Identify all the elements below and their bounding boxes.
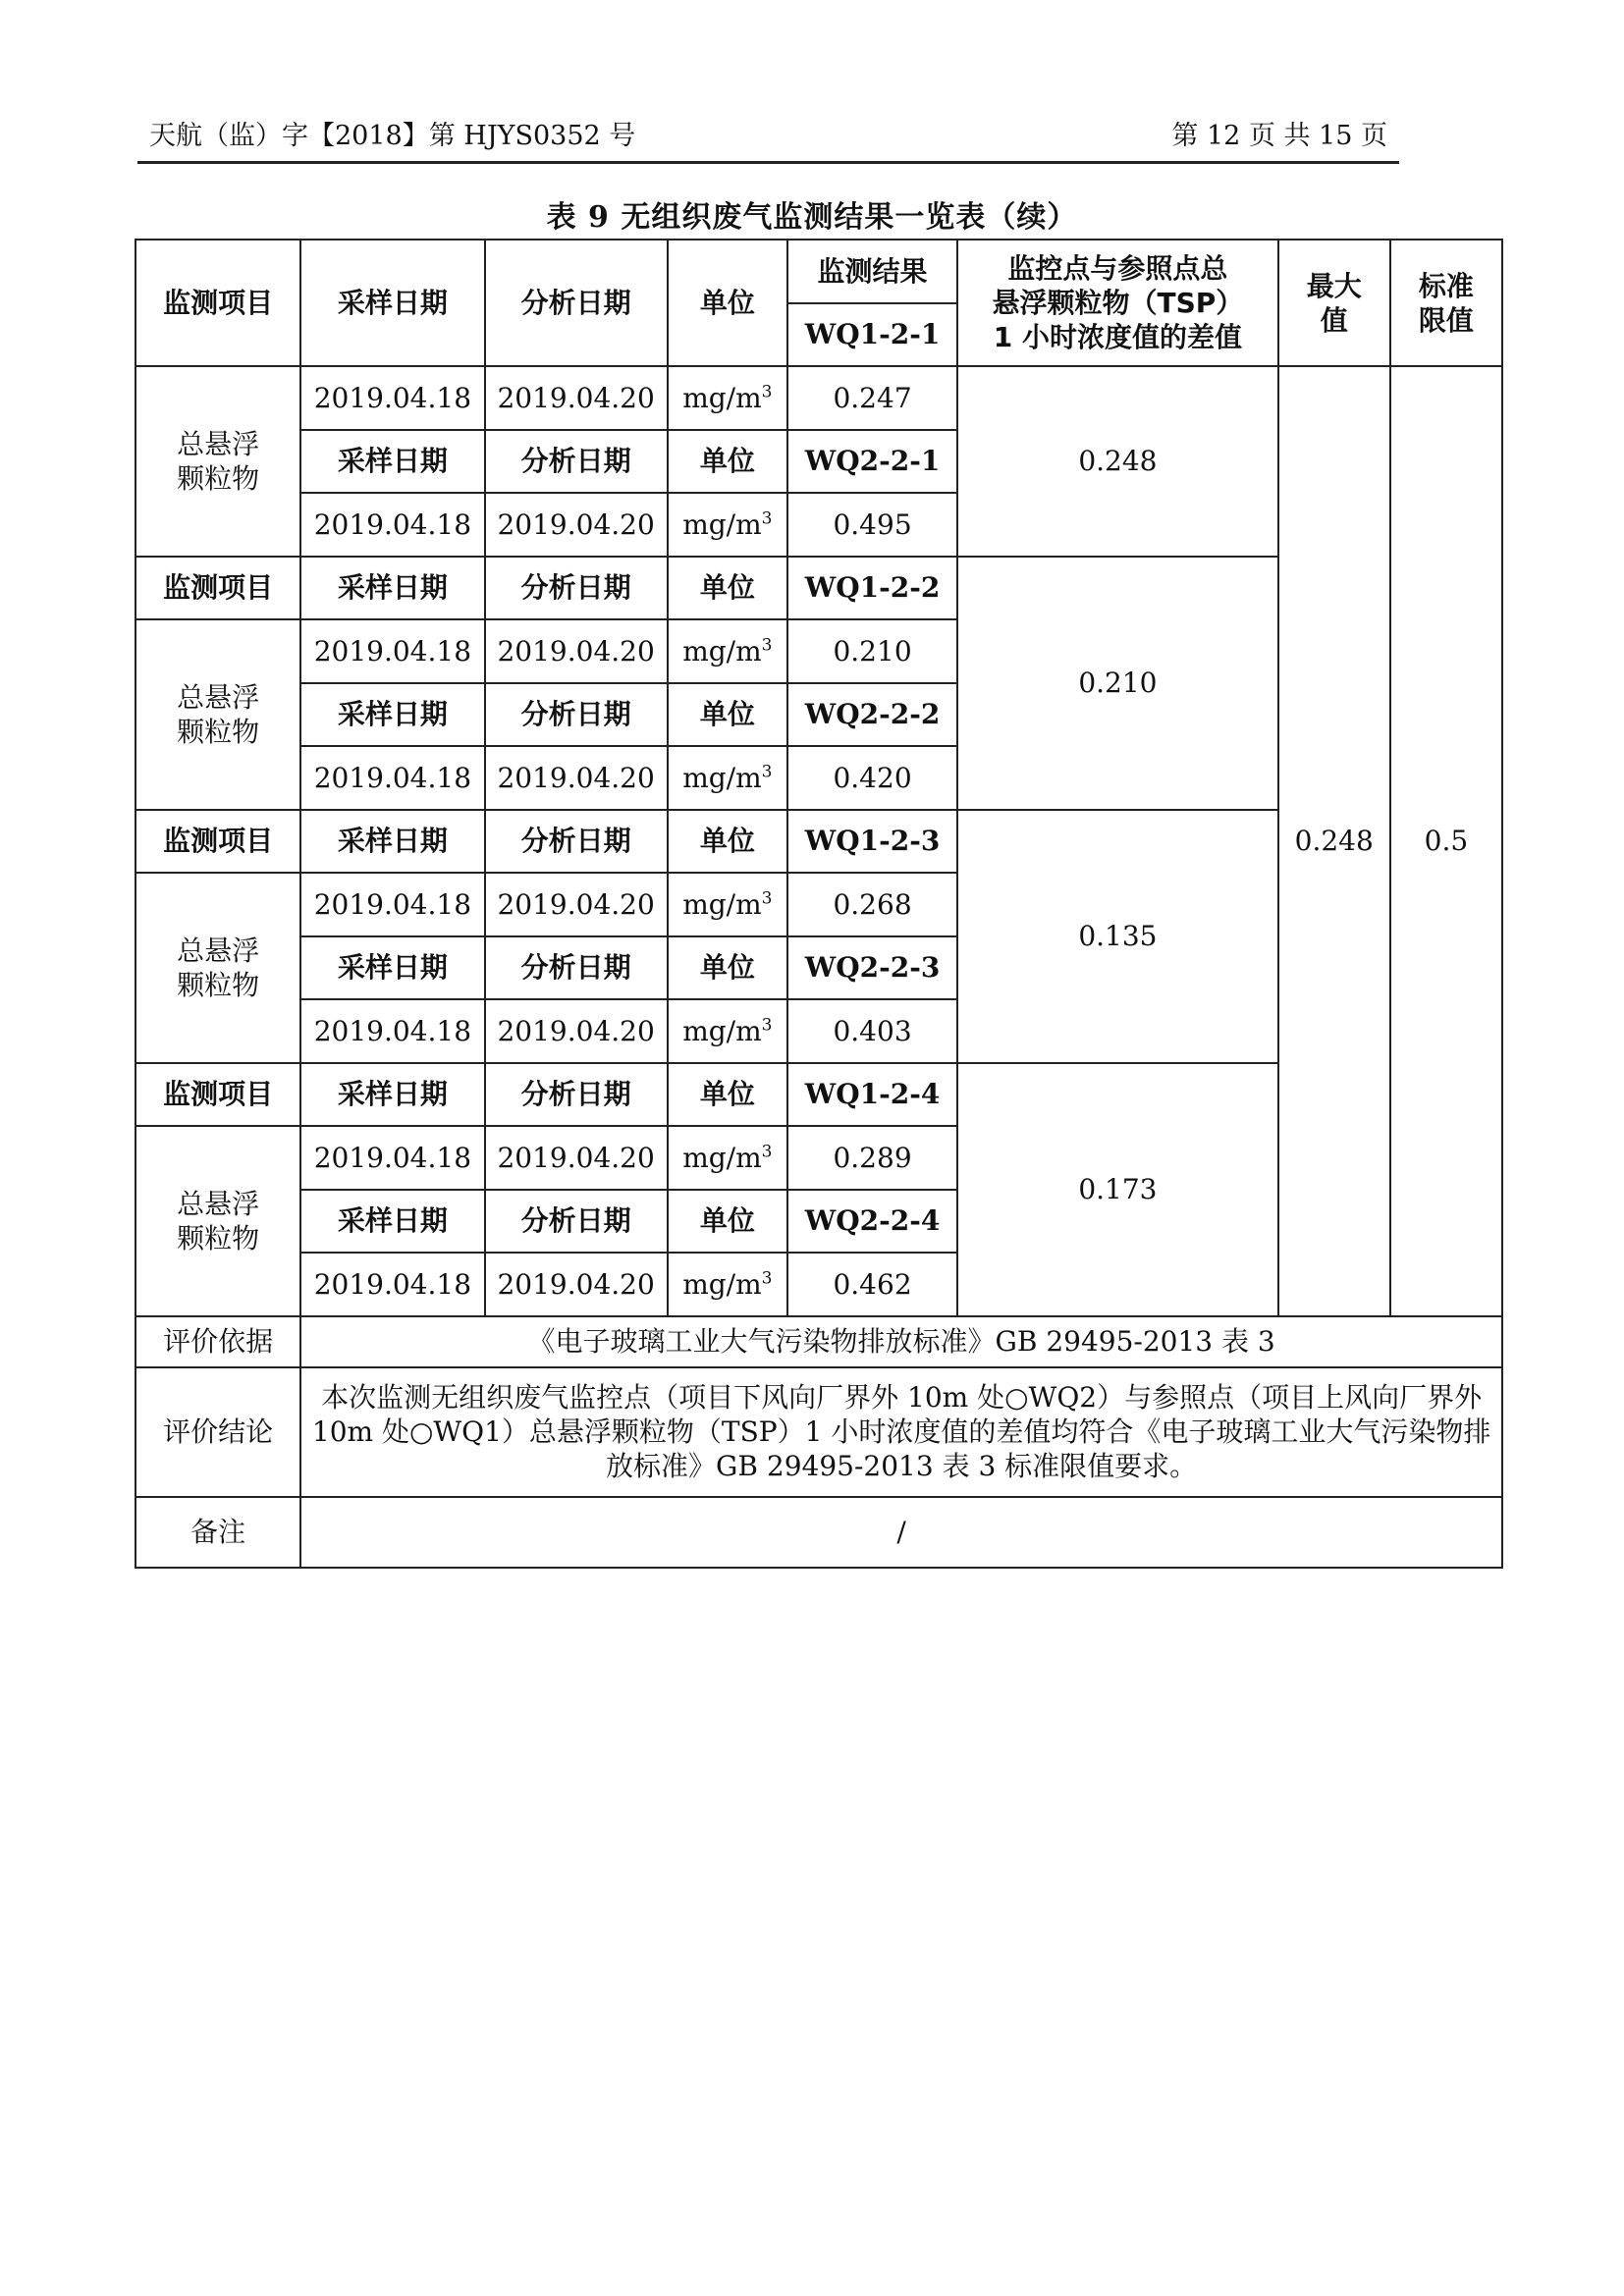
analysis-date: 2019.04.20: [485, 746, 668, 810]
cell-line: 颗粒物: [177, 461, 260, 495]
unit-cell: [668, 619, 787, 683]
ref-point-label: WQ1-2-2: [787, 557, 957, 620]
cell-line: 1 小时浓度值的差值: [993, 321, 1243, 353]
unit-cell: [668, 999, 787, 1063]
analysis-date: 2019.04.20: [485, 493, 668, 557]
unit-base: mg/m: [682, 381, 762, 414]
conclusion-label: 评价结论: [135, 1367, 300, 1497]
header-unit: 单位: [668, 240, 787, 366]
page-indicator: 第 12 页 共 15 页: [1171, 121, 1387, 151]
header-analysis-date: 分析日期: [485, 936, 668, 1000]
header-unit: 单位: [668, 1190, 787, 1254]
cell-line: 总悬浮: [177, 427, 260, 460]
unit-base: mg/m: [682, 507, 762, 541]
cell-line: 总悬浮: [177, 934, 260, 967]
category-cell: [135, 619, 300, 810]
category-cell: [135, 366, 300, 557]
ref-point-label: WQ1-2-3: [787, 810, 957, 874]
page-header: [137, 116, 1399, 164]
unit-exponent: 3: [761, 1015, 773, 1036]
unit-exponent: 3: [761, 635, 773, 656]
cell-line: 颗粒物: [177, 968, 260, 1001]
sample-date: 2019.04.18: [300, 366, 484, 430]
header-sample-date: 采样日期: [300, 240, 484, 366]
mon-point-label: WQ2-2-1: [787, 430, 957, 494]
header-sample-date: 采样日期: [300, 1063, 484, 1127]
header-unit: 单位: [668, 430, 787, 494]
header-unit: 单位: [668, 810, 787, 874]
max-value: 0.248: [1278, 366, 1390, 1316]
header-sample-date: 采样日期: [300, 810, 484, 874]
header-analysis-date: 分析日期: [485, 1063, 668, 1127]
unit-cell: [668, 366, 787, 430]
ref-value: 0.289: [787, 1126, 957, 1190]
conclusion-text: 本次监测无组织废气监控点（项目下风向厂界外 10m 处○WQ2）与参照点（项目上风向厂界外 10m 处○WQ1）总悬浮颗粒物（TSP）1 小时浓度值的差值均符合《电子玻璃工业大气污染物排放标准》GB 29495-2013 表 3 标准限值要求。: [300, 1367, 1502, 1497]
unit-base: mg/m: [682, 887, 762, 921]
unit-base: mg/m: [682, 761, 762, 794]
header-analysis-date: 分析日期: [485, 430, 668, 494]
cell-line: 悬浮颗粒物（TSP）: [992, 287, 1244, 319]
difference-value: 0.210: [957, 557, 1277, 810]
remark-label: 备注: [135, 1497, 300, 1568]
header-max: [1278, 240, 1390, 366]
header-analysis-date: 分析日期: [485, 1190, 668, 1254]
unit-cell: [668, 493, 787, 557]
mon-point-label: WQ2-2-3: [787, 936, 957, 1000]
unit-base: mg/m: [682, 1267, 762, 1301]
cell-line: 标准: [1418, 269, 1474, 302]
unit-exponent: 3: [761, 762, 773, 782]
limit-value: 0.5: [1390, 366, 1502, 1316]
table-row: [135, 1497, 1502, 1568]
sample-date: 2019.04.18: [300, 999, 484, 1063]
header-limit: [1390, 240, 1502, 366]
analysis-date: 2019.04.20: [485, 1253, 668, 1316]
header-result: 监测结果: [787, 240, 957, 303]
header-sample-date: 采样日期: [300, 936, 484, 1000]
mon-value: 0.420: [787, 746, 957, 810]
cell-line: 限值: [1418, 303, 1474, 337]
cell-line: 最大: [1306, 269, 1362, 302]
header-unit: 单位: [668, 557, 787, 620]
difference-value: 0.135: [957, 810, 1277, 1063]
remark-value: /: [300, 1497, 1502, 1568]
table-row: [135, 1367, 1502, 1497]
header-sample-date: 采样日期: [300, 430, 484, 494]
analysis-date: 2019.04.20: [485, 873, 668, 936]
results-table: [135, 239, 1503, 1569]
report-number: 天航（监）字【2018】第 HJYS0352 号: [149, 121, 636, 151]
ref-value: 0.210: [787, 619, 957, 683]
difference-value: 0.173: [957, 1063, 1277, 1316]
ref-value: 0.247: [787, 366, 957, 430]
mon-value: 0.403: [787, 999, 957, 1063]
unit-base: mg/m: [682, 1014, 762, 1047]
header-analysis-date: 分析日期: [485, 810, 668, 874]
unit-cell: [668, 1253, 787, 1316]
sample-date: 2019.04.18: [300, 746, 484, 810]
category-cell: [135, 873, 300, 1063]
header-sample-date: 采样日期: [300, 557, 484, 620]
header-item: 监测项目: [135, 240, 300, 366]
ref-point-label: WQ1-2-1: [787, 303, 957, 367]
category-cell: [135, 1126, 300, 1316]
sample-date: 2019.04.18: [300, 493, 484, 557]
mon-point-label: WQ2-2-2: [787, 683, 957, 747]
header-unit: 单位: [668, 936, 787, 1000]
unit-exponent: 3: [761, 1142, 773, 1162]
ref-value: 0.268: [787, 873, 957, 936]
cell-line: 值: [1320, 303, 1348, 337]
unit-exponent: 3: [761, 888, 773, 909]
cell-line: 监控点与参照点总: [1007, 252, 1228, 285]
basis-text: 《电子玻璃工业大气污染物排放标准》GB 29495-2013 表 3: [300, 1316, 1502, 1367]
unit-cell: [668, 873, 787, 936]
unit-cell: [668, 1126, 787, 1190]
sample-date: 2019.04.18: [300, 619, 484, 683]
mon-point-label: WQ2-2-4: [787, 1190, 957, 1254]
table-row: [135, 1316, 1502, 1367]
header-analysis-date: 分析日期: [485, 557, 668, 620]
table-caption: 表 9 无组织废气监测结果一览表（续）: [546, 200, 1078, 235]
sample-date: 2019.04.18: [300, 1126, 484, 1190]
ref-point-label: WQ1-2-4: [787, 1063, 957, 1127]
analysis-date: 2019.04.20: [485, 1126, 668, 1190]
unit-base: mg/m: [682, 1141, 762, 1174]
sample-date: 2019.04.18: [300, 873, 484, 936]
cell-line: 总悬浮: [177, 1187, 260, 1220]
unit-cell: [668, 746, 787, 810]
results-table-body: [135, 240, 1502, 1568]
header-analysis-date: 分析日期: [485, 683, 668, 747]
header-unit: 单位: [668, 683, 787, 747]
analysis-date: 2019.04.20: [485, 366, 668, 430]
difference-value: 0.248: [957, 366, 1277, 557]
unit-exponent: 3: [761, 382, 773, 402]
header-item: 监测项目: [135, 557, 300, 620]
header-sample-date: 采样日期: [300, 683, 484, 747]
basis-label: 评价依据: [135, 1316, 300, 1367]
sample-date: 2019.04.18: [300, 1253, 484, 1316]
header-item: 监测项目: [135, 1063, 300, 1127]
header-analysis-date: 分析日期: [485, 240, 668, 366]
table-row: [135, 240, 1502, 303]
header-sample-date: 采样日期: [300, 1190, 484, 1254]
mon-value: 0.462: [787, 1253, 957, 1316]
analysis-date: 2019.04.20: [485, 619, 668, 683]
header-item: 监测项目: [135, 810, 300, 874]
header-difference: [957, 240, 1277, 366]
cell-line: 颗粒物: [177, 715, 260, 748]
unit-exponent: 3: [761, 1268, 773, 1289]
analysis-date: 2019.04.20: [485, 999, 668, 1063]
cell-line: 总悬浮: [177, 680, 260, 714]
unit-base: mg/m: [682, 634, 762, 667]
table-row: [135, 366, 1502, 430]
cell-line: 颗粒物: [177, 1221, 260, 1255]
header-unit: 单位: [668, 1063, 787, 1127]
unit-exponent: 3: [761, 508, 773, 529]
mon-value: 0.495: [787, 493, 957, 557]
